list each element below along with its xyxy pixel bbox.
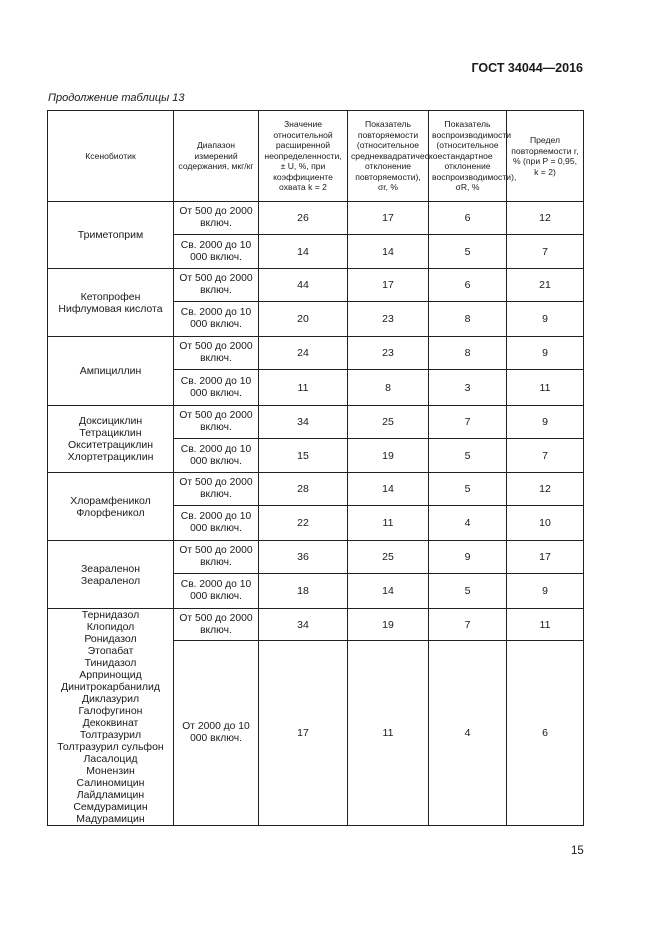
xenobiotic-name: Арпринощид: [79, 669, 142, 681]
cell-uncertainty: 34: [259, 609, 348, 641]
xenobiotic-name: Толтразурил сульфон: [57, 741, 164, 753]
header-reproducibility: Показатель воспроизводимости (относительное стандартное отклонение воспроизводимости), σR, %: [429, 111, 507, 202]
cell-range: От 500 до 2000 включ.: [174, 406, 259, 439]
cell-range: Св. 2000 до 10 000 включ.: [174, 506, 259, 541]
results-table: [47, 110, 584, 826]
cell-reproducibility: 5: [429, 439, 507, 473]
cell-range: От 500 до 2000 включ.: [174, 473, 259, 506]
cell-uncertainty: 26: [259, 202, 348, 235]
cell-repeatability: 23: [348, 337, 429, 370]
xenobiotic-name: Зеараленон: [80, 562, 141, 575]
table-row: [48, 541, 584, 574]
cell-repeatability-limit: 17: [507, 541, 584, 574]
cell-reproducibility: 5: [429, 574, 507, 609]
cell-repeatability: 23: [348, 302, 429, 337]
xenobiotic-name: Семдурамицин: [73, 801, 148, 813]
cell-uncertainty: 24: [259, 337, 348, 370]
cell-range: Св. 2000 до 10 000 включ.: [174, 574, 259, 609]
xenobiotic-name: Кетопрофен: [80, 290, 141, 303]
xenobiotic-name: Динитрокарбанилид: [60, 681, 161, 693]
header-repeatability: Показатель повторяемости (относительное среднеквадратическое отклонение повторяемости), σr, %: [348, 111, 429, 202]
cell-repeatability: 25: [348, 541, 429, 574]
cell-repeatability: 11: [348, 506, 429, 541]
table-row: [48, 269, 584, 302]
cell-range: Св. 2000 до 10 000 включ.: [174, 439, 259, 473]
cell-reproducibility: 6: [429, 202, 507, 235]
cell-repeatability-limit: 9: [507, 337, 584, 370]
header-range: Диапазон измерений содержания, мкг/кг: [174, 111, 259, 202]
cell-xenobiotic: [48, 473, 174, 541]
cell-range: Св. 2000 до 10 000 включ.: [174, 302, 259, 337]
cell-uncertainty: 15: [259, 439, 348, 473]
cell-reproducibility: 4: [429, 506, 507, 541]
cell-reproducibility: 8: [429, 302, 507, 337]
cell-repeatability-limit: 7: [507, 439, 584, 473]
cell-reproducibility: 3: [429, 370, 507, 406]
cell-uncertainty: 34: [259, 406, 348, 439]
cell-repeatability-limit: 12: [507, 473, 584, 506]
page-number: 15: [571, 845, 584, 857]
cell-reproducibility: 7: [429, 609, 507, 641]
cell-repeatability-limit: 9: [507, 574, 584, 609]
cell-repeatability: 14: [348, 473, 429, 506]
xenobiotic-name: Доксициклин: [78, 415, 143, 427]
cell-range: От 2000 до 10 000 включ.: [174, 641, 259, 826]
xenobiotic-name: Тинидазол: [84, 657, 137, 669]
table-row: [48, 406, 584, 439]
xenobiotic-name: Салиномицин: [76, 777, 145, 789]
xenobiotic-name: Ампициллин: [79, 365, 142, 377]
xenobiotic-name: Хлортетрациклин: [67, 451, 154, 463]
cell-reproducibility: 9: [429, 541, 507, 574]
cell-uncertainty: 28: [259, 473, 348, 506]
xenobiotic-name: Галофугинон: [78, 705, 143, 717]
cell-reproducibility: 4: [429, 641, 507, 826]
xenobiotic-name: Окситетрациклин: [67, 439, 154, 451]
xenobiotic-name: Ласалоцид: [83, 753, 138, 765]
cell-uncertainty: 20: [259, 302, 348, 337]
xenobiotic-name: Зеараленол: [80, 574, 141, 587]
cell-range: От 500 до 2000 включ.: [174, 202, 259, 235]
cell-reproducibility: 8: [429, 337, 507, 370]
xenobiotic-name: Мадурамицин: [76, 813, 145, 825]
xenobiotic-name: Хлорамфеникол: [70, 494, 151, 507]
cell-repeatability-limit: 12: [507, 202, 584, 235]
cell-range: От 500 до 2000 включ.: [174, 269, 259, 302]
cell-uncertainty: 44: [259, 269, 348, 302]
xenobiotic-name: Клопидол: [86, 621, 135, 633]
cell-repeatability-limit: 6: [507, 641, 584, 826]
cell-repeatability-limit: 9: [507, 302, 584, 337]
table-continuation-caption: Продолжение таблицы 13: [48, 92, 185, 104]
cell-uncertainty: 17: [259, 641, 348, 826]
cell-repeatability: 25: [348, 406, 429, 439]
cell-repeatability: 17: [348, 202, 429, 235]
cell-range: От 500 до 2000 включ.: [174, 609, 259, 641]
xenobiotic-name: Толтразурил: [79, 729, 142, 741]
xenobiotic-name: Флорфеникол: [76, 506, 145, 519]
cell-xenobiotic: [48, 202, 174, 269]
cell-reproducibility: 5: [429, 473, 507, 506]
cell-range: Св. 2000 до 10 000 включ.: [174, 370, 259, 406]
header-xenobiotic: Ксенобиотик: [48, 111, 174, 202]
cell-uncertainty: 22: [259, 506, 348, 541]
cell-xenobiotic: [48, 541, 174, 609]
cell-uncertainty: 11: [259, 370, 348, 406]
cell-reproducibility: 7: [429, 406, 507, 439]
header-uncertainty: Значение относительной расширенной неопределенности, ± U, %, при коэффициенте охвата k = 2: [259, 111, 348, 202]
table-body: [48, 202, 584, 826]
xenobiotic-name: Диклазурил: [81, 693, 140, 705]
xenobiotic-name: Монензин: [86, 765, 135, 777]
xenobiotic-name: Ронидазол: [84, 633, 137, 645]
cell-repeatability-limit: 11: [507, 370, 584, 406]
cell-repeatability-limit: 21: [507, 269, 584, 302]
table-row: [48, 609, 584, 641]
cell-range: От 500 до 2000 включ.: [174, 337, 259, 370]
cell-xenobiotic: [48, 269, 174, 337]
cell-reproducibility: 5: [429, 235, 507, 269]
cell-repeatability: 8: [348, 370, 429, 406]
table-row: [48, 337, 584, 370]
cell-uncertainty: 18: [259, 574, 348, 609]
cell-xenobiotic: [48, 406, 174, 473]
table-row: [48, 202, 584, 235]
xenobiotic-name: Тетрациклин: [79, 427, 142, 439]
cell-repeatability: 14: [348, 235, 429, 269]
xenobiotic-name: Декоквинат: [82, 717, 139, 729]
xenobiotic-name: Лайдламицин: [76, 789, 145, 801]
cell-repeatability: 14: [348, 574, 429, 609]
cell-repeatability: 17: [348, 269, 429, 302]
table-row: [48, 473, 584, 506]
xenobiotic-name: Этопабат: [87, 645, 134, 657]
cell-range: Св. 2000 до 10 000 включ.: [174, 235, 259, 269]
cell-xenobiotic: [48, 337, 174, 406]
table-header-row: [48, 111, 584, 202]
cell-uncertainty: 14: [259, 235, 348, 269]
xenobiotic-name: Тернидазол: [81, 609, 140, 621]
cell-xenobiotic: [48, 609, 174, 826]
standard-designation: ГОСТ 34044—2016: [471, 61, 583, 75]
cell-repeatability: 11: [348, 641, 429, 826]
cell-repeatability: 19: [348, 439, 429, 473]
header-repeatability-limit: Предел повторяемости r, % (при P = 0,95, k = 2): [507, 111, 584, 202]
cell-repeatability-limit: 11: [507, 609, 584, 641]
cell-uncertainty: 36: [259, 541, 348, 574]
cell-range: От 500 до 2000 включ.: [174, 541, 259, 574]
cell-repeatability: 19: [348, 609, 429, 641]
cell-repeatability-limit: 10: [507, 506, 584, 541]
cell-repeatability-limit: 9: [507, 406, 584, 439]
cell-repeatability-limit: 7: [507, 235, 584, 269]
cell-reproducibility: 6: [429, 269, 507, 302]
xenobiotic-name: Нифлумовая кислота: [58, 302, 163, 315]
xenobiotic-name: Триметоприм: [77, 229, 144, 241]
